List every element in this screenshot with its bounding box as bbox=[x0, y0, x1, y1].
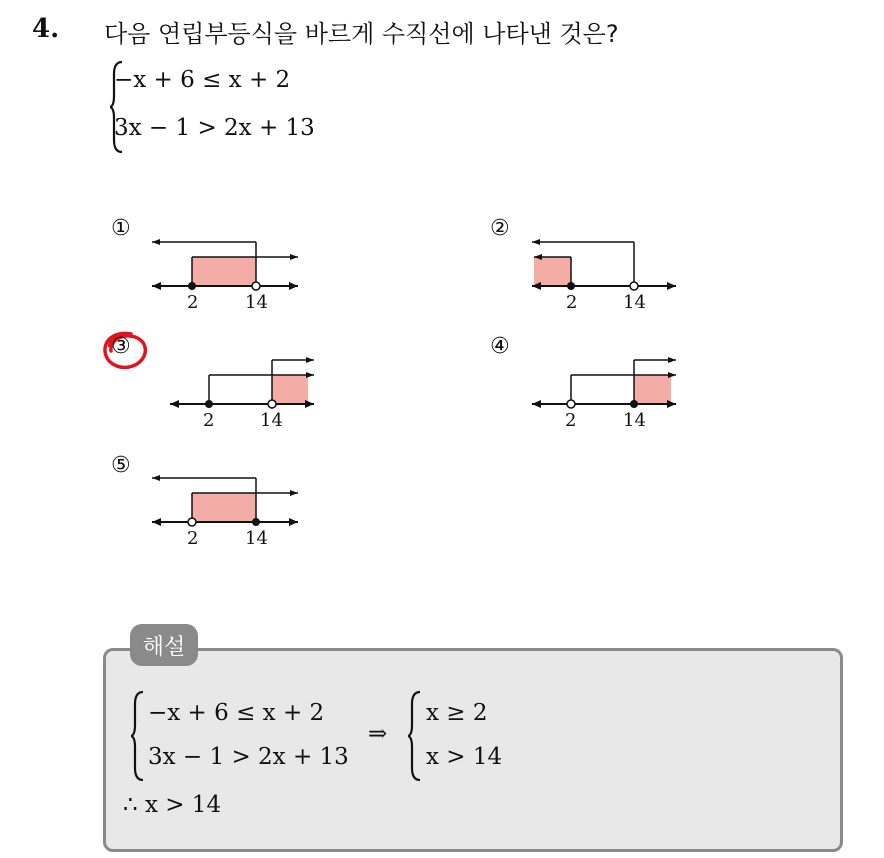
question-number: 4. bbox=[32, 14, 60, 44]
conclusion: ∴ x > 14 bbox=[123, 792, 222, 818]
option-marker: ① bbox=[111, 216, 131, 241]
open-point bbox=[188, 518, 196, 526]
open-point bbox=[567, 400, 575, 408]
option-marker: ② bbox=[490, 216, 510, 241]
closed-point bbox=[205, 400, 213, 408]
simplified-line-2: x > 14 bbox=[426, 744, 503, 770]
tick-label: 2 bbox=[566, 292, 578, 313]
closed-point bbox=[630, 400, 638, 408]
solution-region bbox=[192, 493, 256, 522]
tick-label: 2 bbox=[187, 292, 199, 313]
tick-label: 14 bbox=[260, 410, 283, 431]
tick-label: 2 bbox=[565, 410, 577, 431]
tick-label: 14 bbox=[245, 292, 268, 313]
number-line-diagram bbox=[520, 348, 690, 418]
tick-label: 14 bbox=[245, 528, 268, 549]
closed-point bbox=[188, 282, 196, 290]
solution-region bbox=[634, 375, 671, 404]
solution-label: 해설 bbox=[130, 624, 198, 666]
question-system bbox=[110, 60, 370, 154]
system-line-1: −x + 6 ≤ x + 2 bbox=[114, 67, 291, 93]
option-marker: ⑤ bbox=[111, 453, 131, 478]
solution-region bbox=[534, 257, 571, 286]
closed-point bbox=[252, 518, 260, 526]
number-line-diagram bbox=[140, 230, 310, 300]
solution-line-1: −x + 6 ≤ x + 2 bbox=[148, 700, 325, 726]
open-point bbox=[630, 282, 638, 290]
closed-point bbox=[567, 282, 575, 290]
implies-arrow: ⇒ bbox=[368, 721, 388, 747]
brace-icon bbox=[408, 690, 422, 782]
tick-label: 14 bbox=[623, 410, 646, 431]
simplified-system bbox=[408, 690, 528, 782]
tick-label: 2 bbox=[187, 528, 199, 549]
number-line-diagram bbox=[520, 230, 690, 300]
solution-region bbox=[192, 257, 256, 286]
option-marker: ④ bbox=[490, 334, 510, 359]
tick-label: 14 bbox=[623, 292, 646, 313]
question-text: 다음 연립부등식을 바르게 수직선에 나타낸 것은? bbox=[104, 20, 619, 48]
number-line-diagram bbox=[140, 466, 310, 536]
solution-line-2: 3x − 1 > 2x + 13 bbox=[148, 744, 349, 770]
system-line-2: 3x − 1 > 2x + 13 bbox=[114, 115, 315, 141]
simplified-line-1: x ≥ 2 bbox=[426, 700, 488, 726]
tick-label: 2 bbox=[203, 410, 215, 431]
option-marker: ③ bbox=[111, 334, 131, 359]
open-point bbox=[252, 282, 260, 290]
solution-system bbox=[131, 690, 361, 782]
number-line-diagram bbox=[158, 348, 328, 418]
solution-region bbox=[272, 375, 308, 404]
open-point bbox=[268, 400, 276, 408]
brace-icon bbox=[131, 690, 145, 782]
